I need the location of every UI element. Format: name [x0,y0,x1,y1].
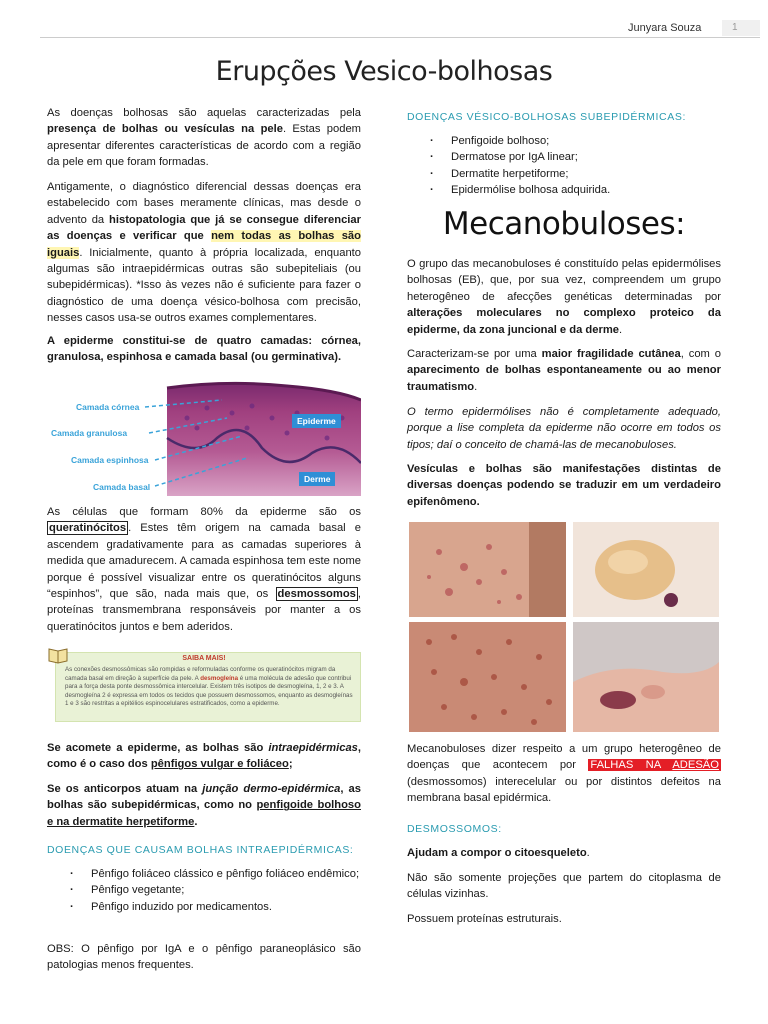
blistered-foot-image [573,622,719,732]
heading-subepidermicas: DOENÇAS VÉSICO-BOLHOSAS SUBEPIDÉRMICAS: [407,111,686,123]
blisters-arm-image [409,522,566,617]
intro-paragraph: As doenças bolhosas são aquelas caracterizadas pela presença de bolhas ou vesículas na pele. Estas podem apresentar diferentes características de acordo com a região da pele em que foram formadas. [47,107,361,169]
fragilidade-paragraph: Caracterizam-se por uma maior fragilidade cutânea, com o aparecimento de bolhas espontaneamente ou ao menor traumatismo. [407,348,721,393]
falhas-adesao-paragraph: Mecanobuloses dizer respeito a um grupo heterogêneo de doenças que acontecem por FALHAS NA ADESÃO (desmossomos) interecelular ou por distintos defeitos na membrana basal epidérmica. [407,743,721,805]
saiba-mais-text: As conexões desmossômicas são rompidas e reformuladas conforme os queratinócitos migram da camada basal em direção à superfície da pele. A desmogleína é uma molécula de adesão que contribui para a força desta ponte desmossômica intercelular. Existem três isotipos de desmogleína, 1, 2 e 3. A desmogleína 2 é expressa em todos os tecidos que possuem desmossomos, enquanto as desmogleínas 1 e 3 são restritas a epitélios espinocelulares estratificados, como a epiderme. [65,666,353,708]
list-item: · Pênfigo vegetante; [47,882,361,898]
header-divider [40,37,760,38]
proteinas-paragraph: Possuem proteínas estruturais. [407,913,562,925]
tag-epiderme: Epiderme [292,414,341,428]
clinical-photo [409,522,566,617]
obs-paragraph: OBS: O pênfigo por IgA e o pênfigo paraneoplásico são patologias menos frequentes. [47,943,361,972]
tag-derme: Derme [299,472,335,486]
queratinocitos-paragraph: As células que formam 80% da epiderme são os queratinócitos . Estes têm origem na camada basal e ascendem gradativamente para as camadas superiores à medida que amadurecem. A camada espinhosa tem este nome porque é possível visualizar entre os queratinócitos alguns “espinhos”, que são, nada mais que, os desmossomos , proteínas transmembrana responsáveis por manter a os queratinócitos juntos e bem aderidos. [47,506,361,633]
vesicular-rash-image [409,622,566,732]
list-item: · Pênfigo foliáceo clássico e pênfigo foliáceo endêmico; [47,866,361,882]
list-item: · Dermatose por IgA linear; [407,149,721,165]
clinical-photo [573,622,719,732]
clinical-photo [573,522,719,617]
label-camada-espinhosa: Camada espinhosa [71,455,149,465]
list-item: · Epidermólise bolhosa adquirida. [407,182,721,198]
projecoes-paragraph: Não são somente projeções que partem do citoplasma de células vizinhas. [407,872,721,901]
page-title: Erupções Vesico-bolhosas [215,56,553,87]
epiderme-layers-paragraph: A epiderme constitui-se de quatro camadas: córnea, granulosa, espinhosa e camada basal (ou germinativa). [47,335,361,364]
page-number: 1 [722,20,760,36]
label-camada-cornea: Camada córnea [76,402,140,412]
list-item: · Dermatite herpetiforme; [407,166,721,182]
history-paragraph: Antigamente, o diagnóstico diferencial dessas doenças era estabelecido com bases meramente clínicas, mas desde o advento da histopatologia que já se consegue diferenciar as doenças e verificar que nem todas as bolhas são iguais. Inicialmente, quanto à própria localizada, enquanto algumas são intraepidérmicas outras são subepiteliais (ou subepidérmicas). *Isso às vezes não é suficiente para fazer o diagnóstico de uma doença vésico-bolhosa com precisão, nesses casos usa-se outros exames complementares. [47,181,361,325]
label-camada-granulosa: Camada granulosa [51,428,128,438]
saiba-mais-box [47,646,361,722]
large-blister-image [573,522,719,617]
list-item: · Penfigoide bolhoso; [407,133,721,149]
section-title-mecanobuloses: Mecanobuloses: [442,206,686,242]
author-name: Junyara Souza [628,22,702,34]
citoesqueleto-paragraph: Ajudam a compor o citoesqueleto. [407,847,590,859]
heading-intraepidermicas: DOENÇAS QUE CAUSAM BOLHAS INTRAEPIDÉRMICAS: [47,844,354,856]
falhas-na-adesao-highlight: FALHAS NA ADESÃO [590,759,719,772]
queratinocitos-term: queratinócitos [49,522,127,535]
desmossomos-term: desmossomos [277,588,356,601]
mecanobuloses-paragraph: O grupo das mecanobuloses é constituído pelas epidermólises bolhosas (EB), que, por sua vez, compreendem um grupo heterogêneo de afecções genéticas determinadas por alterações moleculares no complexo proteico da epiderme, da zona juncional e da derme. [407,258,721,336]
clinical-photos-grid [407,518,720,732]
saiba-mais-title: SAIBA MAIS! [182,655,226,662]
termo-paragraph: O termo epidermólises não é completamente adequado, porque a lise completa da epiderme não ocorre em todos os tipos; daí o conceito de chamá-las de mecanobuloses. [407,406,721,451]
label-camada-basal: Camada basal [93,482,151,492]
highlight-text: nem todas as bolhas são iguais [47,230,361,259]
intraepidermica-paragraph: Se acomete a epiderme, as bolhas são intraepidérmicas, como é o caso dos pênfigos vulgar e foliáceo; [47,742,361,771]
clinical-photo [409,622,566,732]
list-intraepidermicas [47,866,361,915]
epiderme-diagram [47,378,361,496]
list-item: · Pênfigo induzido por medicamentos. [47,899,361,915]
subepidermica-paragraph: Se os anticorpos atuam na junção dermo-epidérmica, as bolhas são subepidérmicas, como no penfigoide bolhoso e na dermatite herpetiforme. [47,783,361,828]
heading-desmossomos: DESMOSSOMOS: [407,823,502,835]
vesiculas-paragraph: Vesículas e bolhas são manifestações distintas de diversas doenças podendo se traduzir em um verdadeiro epifenômeno. [407,463,721,508]
list-subepidermicas [407,133,721,199]
